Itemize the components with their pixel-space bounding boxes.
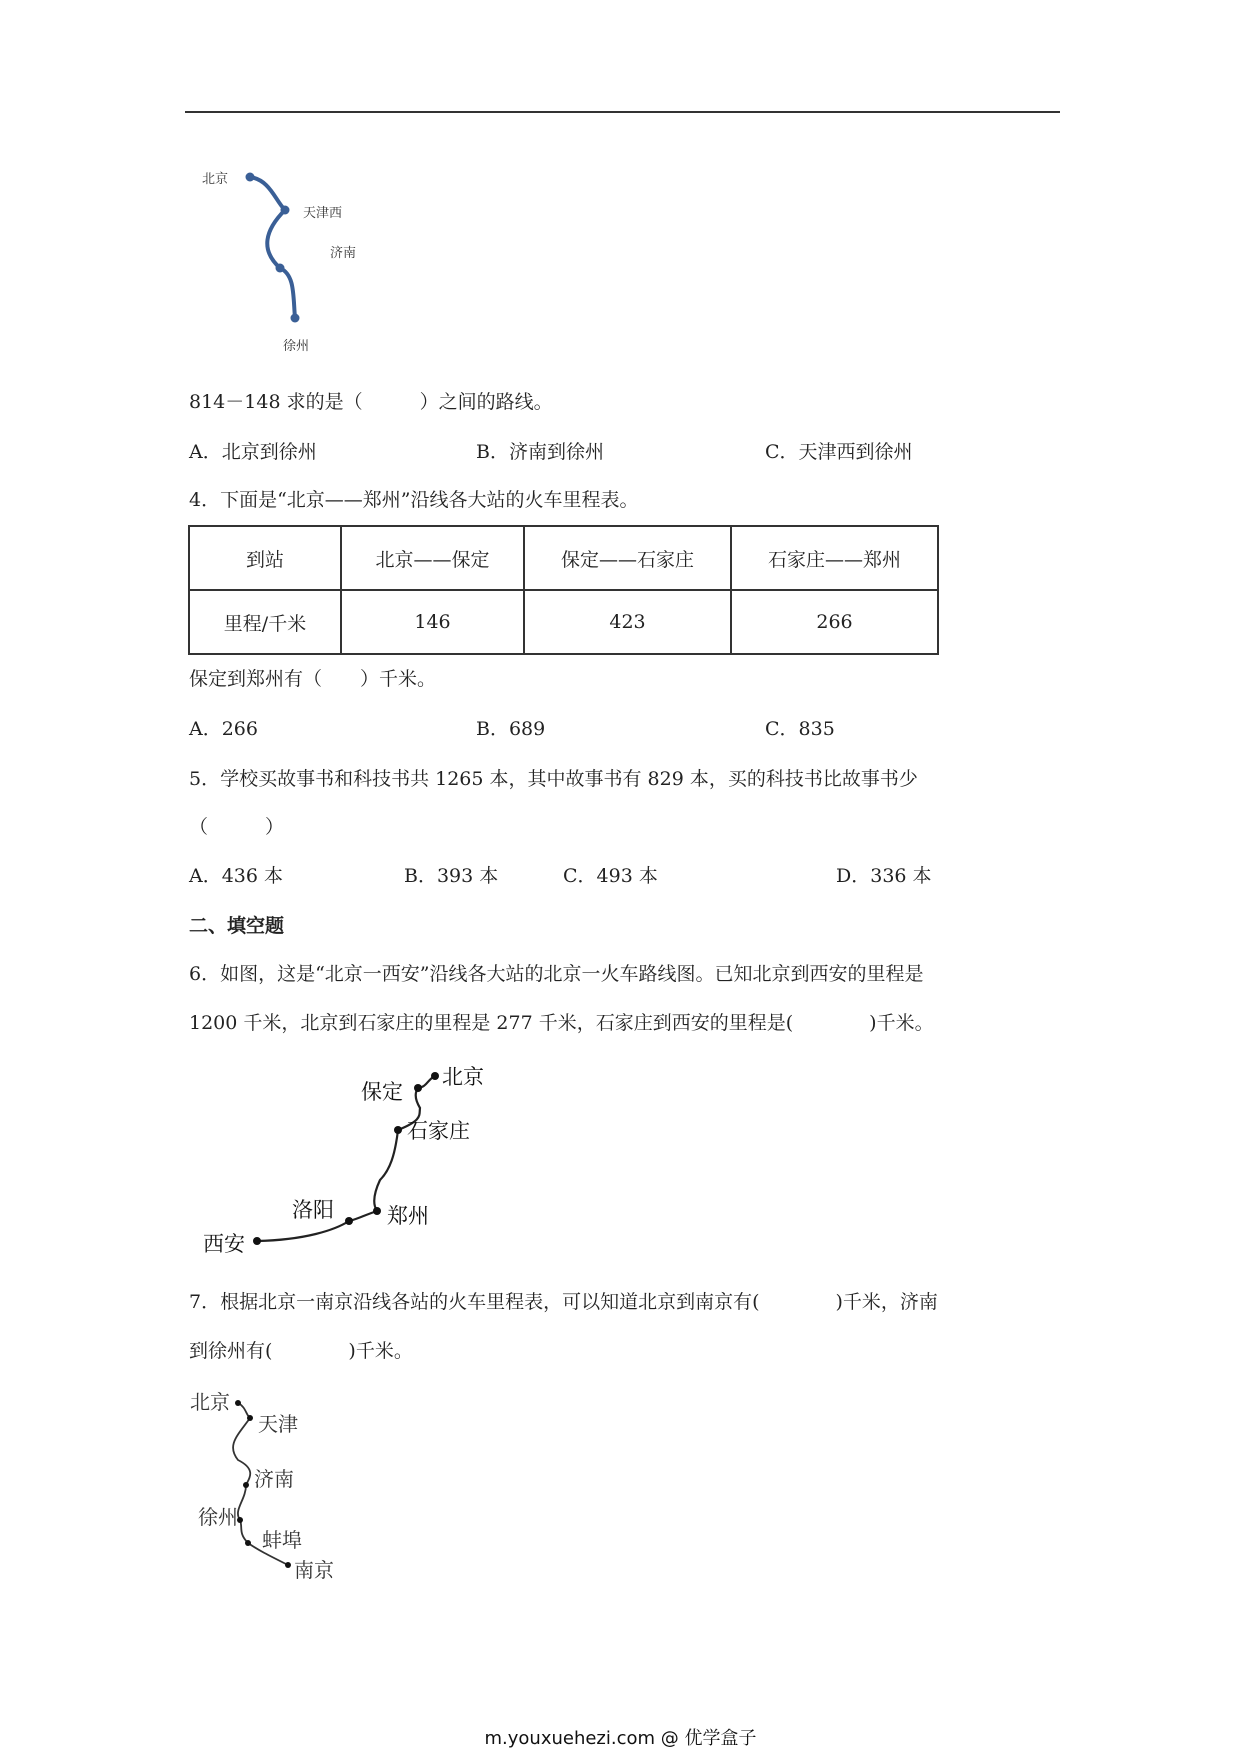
station-dot [373, 1207, 381, 1215]
station-label: 洛阳 [292, 1198, 334, 1222]
table-cell: 266 [731, 590, 938, 654]
q7-line1: 7．根据北京一南京沿线各站的火车里程表，可以知道北京到南京有( )千米，济南 [189, 1291, 938, 1313]
station-label: 西安 [203, 1232, 245, 1256]
q3-option-b[interactable]: B．济南到徐州 [476, 441, 604, 463]
station-label: 徐州 [198, 1505, 238, 1529]
station-dot [247, 1415, 253, 1421]
mileage-table [188, 525, 939, 655]
station-dot [291, 314, 300, 323]
station-label: 北京 [202, 172, 229, 187]
station-dot [245, 1540, 251, 1546]
q3-option-c[interactable]: C．天津西到徐州 [765, 441, 913, 463]
table-header: 到站 [189, 526, 341, 590]
table-row [189, 590, 938, 654]
q3-stem: 814－148 求的是（ ）之间的路线。 [189, 391, 553, 413]
q4-option-c[interactable]: C．835 [765, 718, 835, 740]
station-dot [414, 1084, 422, 1092]
station-label: 郑州 [387, 1204, 429, 1228]
station-label: 蚌埠 [262, 1528, 302, 1552]
station-label: 石家庄 [407, 1119, 470, 1143]
station-label: 北京 [442, 1065, 484, 1089]
table-header: 石家庄——郑州 [731, 526, 938, 590]
q4-option-b[interactable]: B．689 [476, 718, 546, 740]
q5-option-a[interactable]: A．436 本 [189, 865, 284, 887]
station-dot [345, 1217, 353, 1225]
q5-option-d[interactable]: D．336 本 [836, 865, 932, 887]
footer-watermark: m.youxuehezi.com @ 优学盒子 [484, 1728, 757, 1749]
station-label: 南京 [294, 1558, 334, 1582]
station-dot [253, 1237, 261, 1245]
table-cell: 146 [341, 590, 524, 654]
route-map-beijing-xuzhou [195, 160, 375, 360]
station-label: 济南 [254, 1467, 294, 1491]
station-dot [246, 173, 255, 182]
q6-line2: 1200 千米，北京到石家庄的里程是 277 千米，石家庄到西安的里程是( )千米。 [189, 1012, 934, 1034]
q7-line2: 到徐州有( )千米。 [189, 1340, 413, 1362]
station-label: 北京 [190, 1390, 230, 1414]
table-header: 北京——保定 [341, 526, 524, 590]
q4-question: 保定到郑州有（ ）千米。 [189, 668, 437, 690]
table-row-label: 里程/千米 [189, 590, 341, 654]
station-dot [235, 1400, 241, 1406]
q5-stem: 5．学校买故事书和科技书共 1265 本，其中故事书有 829 本，买的科技书比故事书少 [189, 768, 918, 790]
station-label: 徐州 [283, 339, 310, 354]
q3-option-a[interactable]: A．北京到徐州 [189, 441, 317, 463]
station-dot [394, 1126, 402, 1134]
route-map-beijing-xian [195, 1055, 515, 1265]
header-rule [185, 111, 1060, 113]
station-label: 天津 [258, 1412, 298, 1436]
station-label: 保定 [361, 1080, 403, 1104]
q6-line1: 6．如图，这是“北京一西安”沿线各大站的北京一火车路线图。已知北京到西安的里程是 [189, 963, 924, 985]
station-label: 天津西 [303, 206, 343, 221]
table-header: 保定——石家庄 [524, 526, 731, 590]
q5-blank: （ ） [189, 816, 285, 838]
q5-option-c[interactable]: C．493 本 [563, 865, 658, 887]
section-title: 二、填空题 [189, 915, 285, 937]
station-dot [281, 206, 290, 215]
station-label: 济南 [330, 246, 357, 261]
q4-stem: 4．下面是“北京——郑州”沿线各大站的火车里程表。 [189, 489, 639, 511]
station-dot [243, 1482, 249, 1488]
table-header-row [189, 526, 938, 590]
q5-option-b[interactable]: B．393 本 [404, 865, 499, 887]
station-dot [285, 1562, 291, 1568]
station-dot [276, 264, 285, 273]
q4-option-a[interactable]: A．266 [189, 718, 258, 740]
table-cell: 423 [524, 590, 731, 654]
route-map-beijing-nanjing [188, 1385, 388, 1595]
station-dot [431, 1072, 439, 1080]
